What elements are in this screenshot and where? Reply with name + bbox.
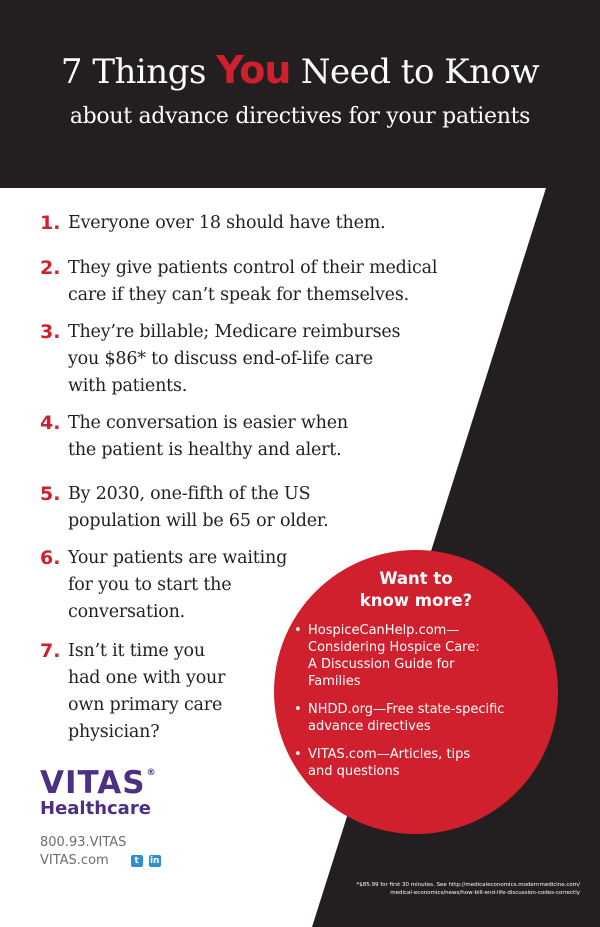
more-info-circle [274, 550, 558, 834]
list-item [40, 638, 225, 746]
page-subtitle: about advance directives for your patients [69, 104, 531, 129]
list-item [40, 255, 437, 309]
list-item [40, 545, 287, 626]
linkedin-icon[interactable]: in [149, 856, 160, 866]
item-line: with patients. [68, 376, 188, 396]
resource-text [308, 701, 504, 735]
resource-line: Considering Hospice Care: [308, 640, 480, 655]
resource-line: NHDD.org—Free state-specific [308, 702, 505, 717]
resource-text [308, 622, 480, 690]
header [0, 48, 600, 132]
resource-line: and questions [308, 764, 400, 779]
item-text [68, 210, 385, 237]
list-item [40, 319, 400, 400]
resource-link-nhdd[interactable] [294, 701, 546, 735]
more-info-heading [274, 568, 558, 612]
twitter-icon[interactable]: t [131, 855, 143, 867]
list-item [40, 210, 385, 237]
item-line: the patient is healthy and alert. [68, 440, 342, 460]
brand-wordmark: VITAS [40, 765, 146, 801]
brand-name [40, 765, 156, 801]
bullet-icon: • [294, 747, 302, 762]
resource-line: A Discussion Guide for [308, 657, 455, 672]
heading-line: Want to [379, 569, 453, 588]
item-line: had one with your [68, 668, 226, 688]
item-line: By 2030, one-fifth of the US [68, 484, 311, 504]
footnote-line: *$85.99 for first 30 minutes. See http://medicaleconomics.modernmedicine.com/ [356, 882, 580, 888]
resource-line: advance directives [308, 719, 431, 734]
item-line: physician? [68, 722, 160, 742]
item-text [68, 638, 225, 746]
brand-subtitle: Healthcare [40, 798, 151, 819]
item-text [68, 481, 329, 535]
item-number: 2. [40, 257, 61, 279]
item-line: you $86* to discuss end-of-life care [68, 349, 373, 369]
item-line: They give patients control of their medical [68, 258, 438, 278]
item-number: 3. [40, 321, 61, 343]
item-number: 7. [40, 640, 61, 662]
resource-line: Families [308, 674, 361, 689]
list-item [40, 410, 348, 464]
item-number: 6. [40, 547, 61, 569]
item-line: The conversation is easier when [68, 413, 348, 433]
item-text [68, 319, 400, 400]
title-emphasis: You [216, 48, 291, 92]
item-text [68, 545, 287, 626]
item-number: 4. [40, 412, 61, 434]
resource-text [308, 746, 470, 780]
footnote-line: medical-economics/news/how-bill-end-life-discussion-codes-correctly [390, 890, 580, 896]
list-item [40, 481, 329, 535]
title-suffix: Need to Know [290, 52, 540, 92]
item-line: for you to start the [68, 575, 232, 595]
item-text [68, 410, 348, 464]
item-line: Your patients are waiting [68, 548, 288, 568]
item-line: They’re billable; Medicare reimburses [68, 322, 401, 342]
contact-info [40, 834, 161, 870]
resource-link-hospicecanhelp[interactable] [294, 622, 546, 690]
page-title [0, 48, 600, 94]
resource-list [294, 622, 546, 791]
registered-mark: ® [146, 768, 156, 778]
item-text [68, 255, 437, 309]
social-links [131, 855, 161, 867]
item-line: care if they can’t speak for themselves. [68, 285, 409, 305]
website-link[interactable]: VITAS.com [40, 853, 109, 868]
website-row [40, 852, 161, 870]
item-line: Everyone over 18 should have them. [68, 213, 386, 233]
bullet-icon: • [294, 702, 302, 717]
item-number: 5. [40, 483, 61, 505]
item-line: own primary care [68, 695, 223, 715]
title-prefix: 7 Things [60, 52, 217, 92]
vitas-logo [40, 765, 156, 820]
footnote [280, 881, 580, 897]
item-line: Isn’t it time you [68, 641, 205, 661]
bullet-icon: • [294, 623, 302, 638]
heading-line: know more? [359, 591, 473, 610]
item-line: conversation. [68, 602, 186, 622]
item-number: 1. [40, 212, 61, 234]
phone-number[interactable]: 800.93.VITAS [40, 835, 127, 850]
resource-link-vitas[interactable] [294, 746, 546, 780]
resource-line: HospiceCanHelp.com— [308, 623, 460, 638]
resource-line: VITAS.com—Articles, tips [308, 747, 471, 762]
item-line: population will be 65 or older. [68, 511, 329, 531]
